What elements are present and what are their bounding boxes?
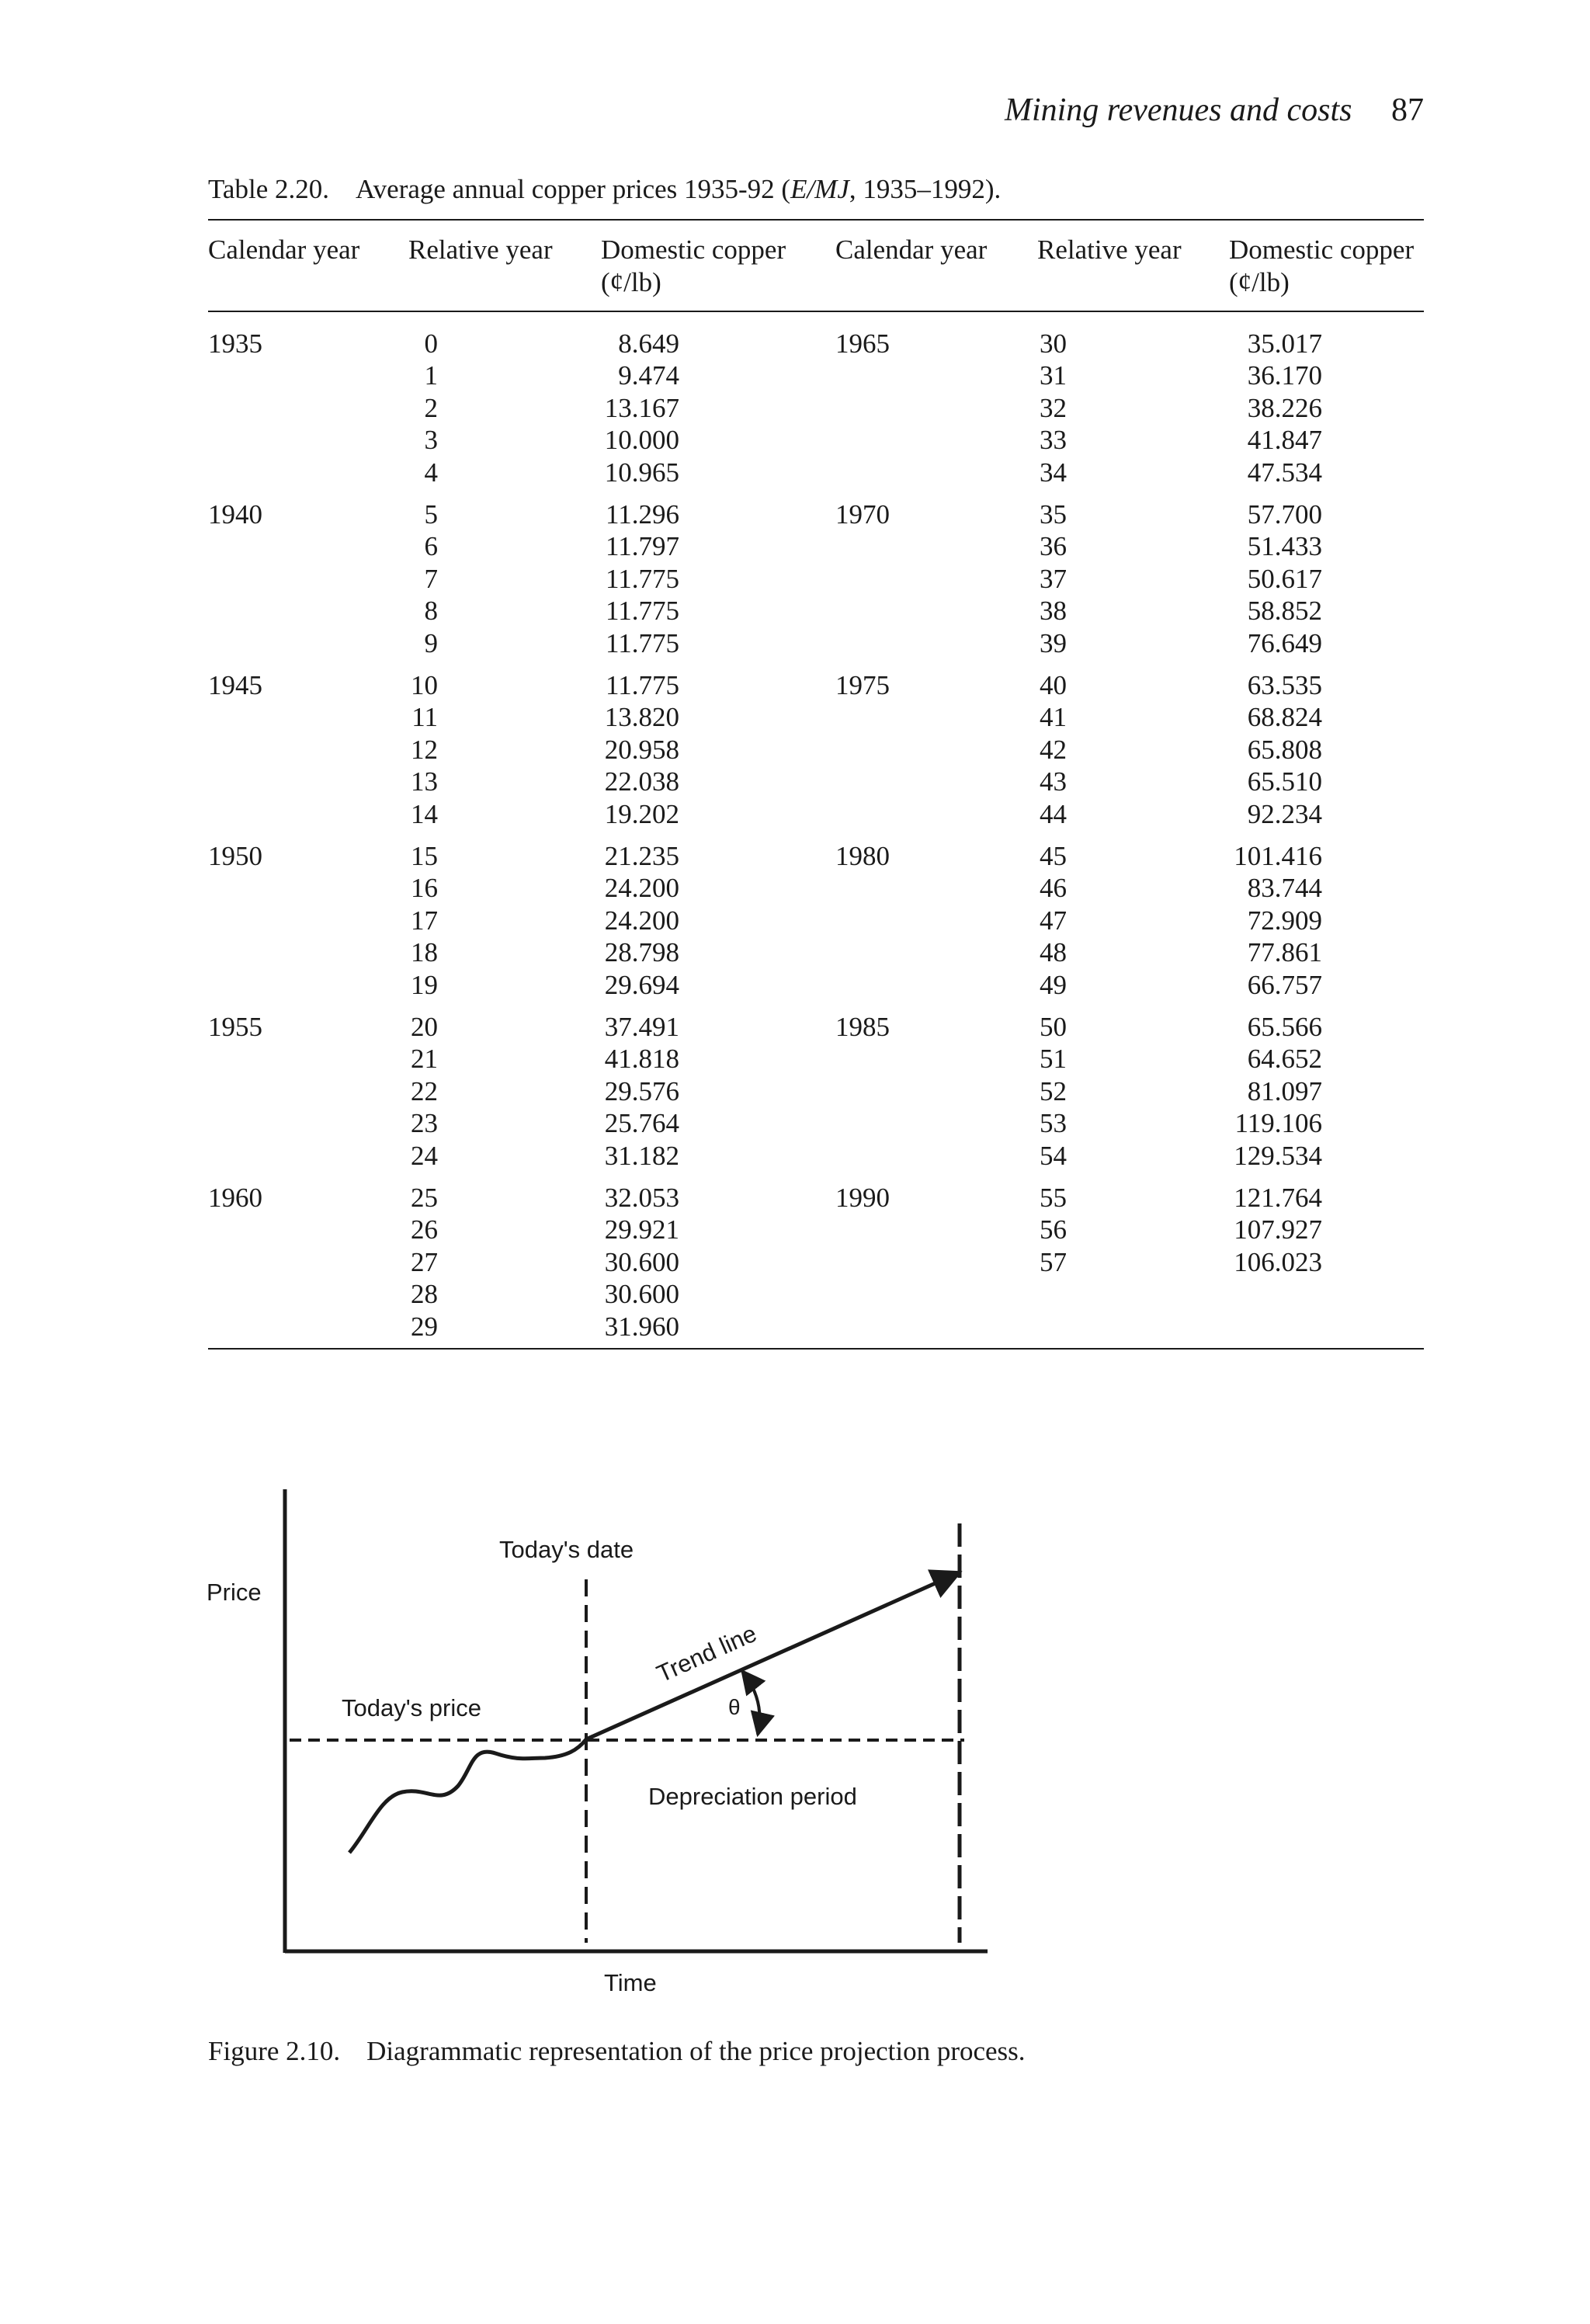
copper-price-cell: 11.775	[606, 670, 679, 700]
copper-price-cell: 30.600	[604, 1279, 679, 1310]
table-caption-text: Average annual copper prices 1935-92 (	[355, 174, 791, 204]
calendar-year-cell: 1970	[835, 499, 890, 530]
header-relative-year-1: Relative year	[408, 234, 553, 265]
copper-price-cell: 51.433	[1247, 531, 1322, 562]
copper-price-cell: 64.652	[1247, 1044, 1322, 1075]
calendar-year-cell: 1960	[208, 1183, 262, 1213]
copper-price-cell: 13.820	[604, 702, 679, 733]
relative-year-cell: 8	[424, 596, 438, 627]
copper-price-cell: 24.200	[604, 873, 679, 904]
figure-caption-text: Diagrammatic representation of the price projection process.	[366, 2036, 1026, 2066]
copper-price-cell: 13.167	[604, 392, 679, 423]
calendar-year-cell: 1980	[835, 841, 890, 871]
relative-year-cell: 56	[1040, 1214, 1067, 1245]
calendar-year-cell: 1965	[835, 328, 890, 359]
relative-year-cell: 50	[1040, 1012, 1067, 1042]
relative-year-cell: 49	[1040, 969, 1067, 1000]
copper-price-cell: 30.600	[604, 1246, 679, 1277]
header-domestic-copper-1	[601, 234, 786, 299]
running-head-title: Mining revenues and costs	[1004, 92, 1352, 128]
relative-year-cell: 42	[1040, 734, 1067, 765]
copper-price-cell: 10.965	[604, 457, 679, 488]
relative-year-cell: 7	[424, 563, 438, 594]
relative-year-cell: 51	[1040, 1044, 1067, 1075]
relative-year-cell: 30	[1040, 328, 1067, 359]
copper-price-cell: 9.474	[618, 360, 679, 391]
table-header-rule	[208, 311, 1424, 312]
copper-price-cell: 19.202	[604, 798, 679, 829]
copper-price-cell: 31.182	[604, 1140, 679, 1171]
header-domestic-copper-label: Domestic copper	[1229, 234, 1415, 265]
copper-price-cell: 32.053	[604, 1183, 679, 1213]
calendar-year-cell: 1940	[208, 499, 262, 530]
relative-year-cell: 52	[1040, 1075, 1067, 1106]
relative-year-cell: 22	[411, 1075, 438, 1106]
relative-year-cell: 44	[1040, 798, 1067, 829]
relative-year-cell: 17	[411, 905, 438, 936]
header-domestic-copper-2	[1229, 234, 1414, 299]
price-projection-diagram	[194, 1468, 1002, 2003]
header-unit: (¢/lb)	[601, 267, 661, 297]
calendar-year-cell: 1990	[835, 1183, 890, 1213]
relative-year-cell: 46	[1040, 873, 1067, 904]
copper-price-cell: 121.764	[1234, 1183, 1322, 1213]
copper-price-cell: 29.694	[604, 969, 679, 1000]
copper-price-cell: 11.775	[606, 563, 679, 594]
page-number: 87	[1391, 92, 1424, 128]
relative-year-cell: 45	[1040, 841, 1067, 871]
calendar-year-cell: 1945	[208, 670, 262, 700]
relative-year-cell: 55	[1040, 1183, 1067, 1213]
copper-price-cell: 129.534	[1234, 1140, 1322, 1171]
header-unit: (¢/lb)	[1229, 267, 1290, 297]
relative-year-cell: 41	[1040, 702, 1067, 733]
copper-price-cell: 76.649	[1247, 627, 1322, 658]
copper-price-cell: 11.296	[606, 499, 679, 530]
copper-price-cell: 10.000	[604, 425, 679, 456]
copper-price-cell: 31.960	[604, 1311, 679, 1342]
copper-price-cell: 11.775	[606, 627, 679, 658]
relative-year-cell: 33	[1040, 425, 1067, 456]
copper-price-cell: 29.576	[604, 1075, 679, 1106]
relative-year-cell: 11	[411, 702, 438, 733]
copper-price-cell: 107.927	[1234, 1214, 1322, 1245]
trend-line-label: Trend line	[652, 1619, 761, 1688]
header-calendar-year-1: Calendar year	[208, 234, 360, 265]
header-domestic-copper-label: Domestic copper	[601, 234, 786, 265]
copper-price-cell: 41.818	[604, 1044, 679, 1075]
relative-year-cell: 19	[411, 969, 438, 1000]
copper-price-cell: 68.824	[1247, 702, 1322, 733]
copper-price-cell: 22.038	[604, 766, 679, 797]
price-axis-label: Price	[207, 1579, 262, 1606]
copper-price-cell: 72.909	[1247, 905, 1322, 936]
theta-angle-arc	[742, 1671, 760, 1735]
relative-year-cell: 28	[411, 1279, 438, 1310]
copper-price-cell: 8.649	[618, 328, 679, 359]
relative-year-cell: 35	[1040, 499, 1067, 530]
copper-price-cell: 21.235	[604, 841, 679, 871]
relative-year-cell: 38	[1040, 596, 1067, 627]
copper-price-cell: 65.566	[1247, 1012, 1322, 1042]
figure-label: Figure 2.10.	[208, 2036, 341, 2066]
copper-price-cell: 47.534	[1247, 457, 1322, 488]
copper-price-cell: 29.921	[604, 1214, 679, 1245]
relative-year-cell: 57	[1040, 1246, 1067, 1277]
relative-year-cell: 3	[424, 425, 438, 456]
relative-year-cell: 16	[411, 873, 438, 904]
copper-price-cell: 38.226	[1247, 392, 1322, 423]
copper-price-cell: 28.798	[604, 937, 679, 968]
relative-year-cell: 36	[1040, 531, 1067, 562]
relative-year-cell: 9	[424, 627, 438, 658]
header-relative-year-2: Relative year	[1037, 234, 1182, 265]
theta-label: θ	[728, 1695, 741, 1719]
relative-year-cell: 39	[1040, 627, 1067, 658]
relative-year-cell: 0	[424, 328, 438, 359]
relative-year-cell: 54	[1040, 1140, 1067, 1171]
historical-price-curve	[349, 1739, 586, 1853]
relative-year-cell: 1	[424, 360, 438, 391]
copper-price-cell: 101.416	[1234, 841, 1322, 871]
relative-year-cell: 18	[411, 937, 438, 968]
copper-price-cell: 58.852	[1247, 596, 1322, 627]
calendar-year-cell: 1935	[208, 328, 262, 359]
table-caption	[208, 174, 1001, 205]
copper-price-cell: 11.775	[606, 596, 679, 627]
copper-price-cell: 20.958	[604, 734, 679, 765]
copper-price-cell: 24.200	[604, 905, 679, 936]
table-caption-end: , 1935–1992).	[849, 174, 1002, 204]
copper-price-cell: 106.023	[1234, 1246, 1322, 1277]
copper-price-cell: 25.764	[604, 1108, 679, 1139]
copper-price-cell: 57.700	[1247, 499, 1322, 530]
copper-price-cell: 11.797	[606, 531, 679, 562]
table-top-rule	[208, 219, 1424, 221]
relative-year-cell: 13	[411, 766, 438, 797]
table-label: Table 2.20.	[208, 174, 329, 204]
relative-year-cell: 20	[411, 1012, 438, 1042]
copper-price-cell: 41.847	[1247, 425, 1322, 456]
relative-year-cell: 25	[411, 1183, 438, 1213]
todays-date-label: Today's date	[499, 1536, 634, 1563]
time-axis-label: Time	[604, 1969, 657, 1996]
relative-year-cell: 2	[424, 392, 438, 423]
relative-year-cell: 23	[411, 1108, 438, 1139]
relative-year-cell: 26	[411, 1214, 438, 1245]
calendar-year-cell: 1985	[835, 1012, 890, 1042]
depreciation-period-label: Depreciation period	[648, 1783, 857, 1810]
relative-year-cell: 37	[1040, 563, 1067, 594]
trend-line-arrow	[586, 1572, 960, 1739]
figure-caption	[208, 2036, 1026, 2067]
calendar-year-cell: 1955	[208, 1012, 262, 1042]
copper-price-cell: 119.106	[1234, 1108, 1322, 1139]
running-head	[1005, 92, 1424, 129]
relative-year-cell: 21	[411, 1044, 438, 1075]
copper-price-cell: 36.170	[1247, 360, 1322, 391]
relative-year-cell: 15	[411, 841, 438, 871]
relative-year-cell: 31	[1040, 360, 1067, 391]
table-bottom-rule	[208, 1348, 1424, 1350]
todays-price-label: Today's price	[342, 1694, 481, 1721]
relative-year-cell: 34	[1040, 457, 1067, 488]
relative-year-cell: 48	[1040, 937, 1067, 968]
copper-price-cell: 63.535	[1247, 670, 1322, 700]
relative-year-cell: 29	[411, 1311, 438, 1342]
relative-year-cell: 12	[411, 734, 438, 765]
relative-year-cell: 5	[424, 499, 438, 530]
copper-price-cell: 66.757	[1247, 969, 1322, 1000]
relative-year-cell: 53	[1040, 1108, 1067, 1139]
relative-year-cell: 40	[1040, 670, 1067, 700]
calendar-year-cell: 1950	[208, 841, 262, 871]
copper-price-cell: 65.808	[1247, 734, 1322, 765]
relative-year-cell: 4	[424, 457, 438, 488]
relative-year-cell: 27	[411, 1246, 438, 1277]
relative-year-cell: 10	[411, 670, 438, 700]
header-calendar-year-2: Calendar year	[835, 234, 988, 265]
copper-price-cell: 50.617	[1247, 563, 1322, 594]
copper-price-cell: 83.744	[1247, 873, 1322, 904]
relative-year-cell: 24	[411, 1140, 438, 1171]
copper-price-cell: 77.861	[1247, 937, 1322, 968]
relative-year-cell: 32	[1040, 392, 1067, 423]
relative-year-cell: 47	[1040, 905, 1067, 936]
relative-year-cell: 14	[411, 798, 438, 829]
copper-price-cell: 37.491	[604, 1012, 679, 1042]
table-caption-source: E/MJ	[790, 174, 849, 204]
calendar-year-cell: 1975	[835, 670, 890, 700]
copper-price-cell: 65.510	[1247, 766, 1322, 797]
copper-price-cell: 35.017	[1247, 328, 1322, 359]
relative-year-cell: 6	[424, 531, 438, 562]
copper-price-cell: 81.097	[1247, 1075, 1322, 1106]
copper-price-cell: 92.234	[1247, 798, 1322, 829]
relative-year-cell: 43	[1040, 766, 1067, 797]
